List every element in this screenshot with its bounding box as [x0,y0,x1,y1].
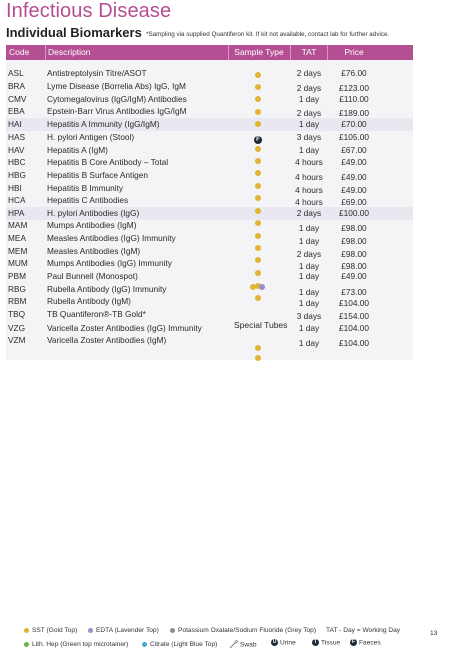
row-code: HAV [8,145,25,155]
row-description: Hepatitis B Surface Antigen [47,170,149,180]
row-code: BRA [8,81,26,91]
row-tat: 4 hours [295,185,323,195]
row-code: MAM [8,220,28,230]
row-price: £105.00 [339,132,369,142]
table-row [6,334,413,347]
row-code: HBI [8,183,22,193]
row-code: VZG [8,323,26,333]
row-description: TB Quantiferon®-TB Gold* [47,309,146,319]
row-description: Antistreptolysin Titre/ASOT [47,68,147,78]
table-row [6,232,413,245]
row-tat: 2 days [296,249,322,259]
row-tat: 1 day [298,236,320,246]
row-code: RBG [8,284,26,294]
edta-lavender-dot-icon [259,284,265,290]
row-price: £98.00 [341,223,367,233]
legend [0,620,462,655]
row-description: Cytomegalovirus (IgG/IgM) Antibodies [47,94,187,104]
row-price: £70.00 [341,119,367,129]
sst-gold-dot-icon [255,345,261,351]
table-row [6,194,413,207]
row-description: H. pylori Antibodies (IgG) [47,208,140,218]
row-price: £98.00 [341,236,367,246]
row-description: Measles Antibodies (IgM) [47,246,141,256]
row-tat: 1 day [298,287,320,297]
row-tat: 1 day [298,323,320,333]
table-row [6,308,413,321]
row-description: Lyme Disease (Borrelia Abs) IgG, IgM [47,81,186,91]
table-row [6,257,413,270]
header-tat: TAT [301,47,317,57]
row-tat: 1 day [298,338,320,348]
row-description: Hepatitis A (IgM) [47,145,108,155]
row-code: HAS [8,132,26,142]
row-code: HBC [8,157,26,167]
row-description: Mumps Antibodies (IgM) [47,220,137,230]
row-code: HCA [8,195,26,205]
grey-dot-icon [170,628,175,633]
row-description: Rubella Antibody (IgM) [47,296,131,306]
row-price: £49.00 [341,172,367,182]
sst-gold-dot-icon [255,208,261,214]
sst-gold-dot-icon [255,158,261,164]
special-tubes-label: Special Tubes [234,320,288,330]
sst-gold-dot-icon [255,220,261,226]
gold-dot-icon [24,628,29,633]
faeces-icon: F [254,136,262,144]
sst-gold-dot-icon [255,96,261,102]
row-description: Measles Antibodies (IgG) Immunity [47,233,176,243]
row-tat: 2 days [296,208,322,218]
row-code: HAI [8,119,22,129]
table-row [6,105,413,118]
row-tat: 3 days [296,311,322,321]
row-price: £98.00 [341,249,367,259]
sst-gold-dot-icon [255,295,261,301]
row-code: VZM [8,335,26,345]
row-price: £73.00 [341,287,367,297]
row-description: Hepatitis A Immunity (IgG/IgM) [47,119,160,129]
row-price: £49.00 [341,271,367,281]
table-row [6,156,413,169]
header-sample-type: Sample Type [234,47,284,57]
legend-faeces: F Faeces [351,639,381,647]
legend-sst: SST (Gold Top) [24,627,77,634]
row-tat: 1 day [298,261,320,271]
biomarker-table [6,45,413,360]
table-row [6,295,413,308]
row-description: Hepatitis B Immunity [47,183,124,193]
row-code: RBM [8,296,27,306]
row-tat: 2 days [296,108,322,118]
table-row [6,118,413,131]
sst-gold-dot-icon [255,170,261,176]
sst-gold-dot-icon [255,245,261,251]
green-dot-icon [24,642,29,647]
lightblue-dot-icon [142,642,147,647]
header-divider [327,45,328,60]
row-tat: 2 days [296,83,322,93]
row-tat: 4 hours [295,197,323,207]
row-tat: 4 hours [295,157,323,167]
row-price: £154.00 [339,311,369,321]
header-divider [45,45,46,60]
row-price: £49.00 [341,157,367,167]
section-heading: Individual Biomarkers [6,25,142,40]
table-row [6,169,413,182]
page-number: 13 [430,630,438,637]
lavender-dot-icon [88,628,93,633]
sst-gold-dot-icon [255,355,261,361]
table-row [6,80,413,93]
row-code: MUM [8,258,28,268]
row-price: £104.00 [339,298,369,308]
header-price: Price [344,47,364,57]
table-row [6,270,413,283]
tissue-icon: T [313,639,318,645]
row-code: HBG [8,170,26,180]
legend-urine: U Urine [272,639,296,647]
sst-gold-dot-icon [250,284,256,290]
row-description: Paul Bunnell (Monospot) [47,271,138,281]
sst-gold-dot-icon [255,270,261,276]
row-code: EBA [8,106,25,116]
legend-swab: Swab [229,640,257,649]
row-description: Rubella Antibody (IgG) Immunity [47,284,167,294]
legend-citrate: Citrate (Light Blue Top) [142,641,217,648]
sst-gold-dot-icon [255,183,261,189]
row-tat: 1 day [298,94,320,104]
row-tat: 1 day [298,145,320,155]
row-code: CMV [8,94,27,104]
row-price: £189.00 [339,108,369,118]
table-row [6,219,413,232]
legend-tissue: T Tissue [313,639,341,647]
header-divider [290,45,291,60]
sst-gold-dot-icon [255,195,261,201]
legend-fluoride: Potassium Oxalate/Sodium Fluoride (Grey Top) [170,627,316,634]
sst-gold-dot-icon [255,146,261,152]
row-description: Varicella Zoster Antibodies (IgG) Immunity [47,323,202,333]
urine-icon: U [272,639,277,645]
row-code: ASL [8,68,24,78]
legend-tat-note: TAT - Day = Working Day [326,627,401,634]
row-tat: 1 day [298,298,320,308]
row-tat: 4 hours [295,172,323,182]
table-row [6,131,413,144]
row-description: H. pylori Antigen (Stool) [47,132,135,142]
row-code: MEM [8,246,28,256]
row-tat: 1 day [298,119,320,129]
row-description: Hepatitis C Antibodies [47,195,129,205]
header-description: Description [48,47,91,57]
row-code: PBM [8,271,26,281]
row-code: MEA [8,233,26,243]
row-code: TBQ [8,309,26,319]
row-price: £110.00 [339,94,369,104]
row-tat: 2 days [296,68,322,78]
sst-gold-dot-icon [255,233,261,239]
row-description: Varicella Zoster Antibodies (IgM) [47,335,167,345]
sst-gold-dot-icon [255,72,261,78]
row-price: £104.00 [339,338,369,348]
row-price: £104.00 [339,323,369,333]
sampling-note: *Sampling via supplied Quantiferon kit. If kit not available, contact lab for further advice. [146,31,390,38]
row-description: Hepatitis B Core Antibody – Total [47,157,169,167]
legend-edta: EDTA (Lavender Top) [88,627,159,634]
row-tat: 3 days [296,132,322,142]
header-divider [228,45,229,60]
sst-gold-dot-icon [255,121,261,127]
row-price: £100.00 [339,208,369,218]
table-row [6,67,413,80]
row-price: £67.00 [341,145,367,155]
sst-gold-dot-icon [255,257,261,263]
row-description: Epstein-Barr Virus Antibodies IgG/IgM [47,106,187,116]
swab-icon [229,640,238,649]
row-price: £76.00 [341,68,367,78]
table-header [6,45,413,60]
header-code: Code [9,47,30,57]
row-tat: 1 day [298,271,320,281]
row-price: £69.00 [341,197,367,207]
row-description: Mumps Antibodies (IgG) Immunity [47,258,172,268]
sst-gold-dot-icon [255,109,261,115]
legend-lith: Lith. Hep (Green top microtainer) [24,641,128,648]
row-tat: 1 day [298,223,320,233]
row-price: £123.00 [339,83,369,93]
faeces-icon: F [351,639,356,645]
sst-gold-dot-icon [255,84,261,90]
row-price: £49.00 [341,185,367,195]
row-price: £98.00 [341,261,367,271]
row-code: HPA [8,208,25,218]
page-title: Infectious Disease [6,0,172,22]
